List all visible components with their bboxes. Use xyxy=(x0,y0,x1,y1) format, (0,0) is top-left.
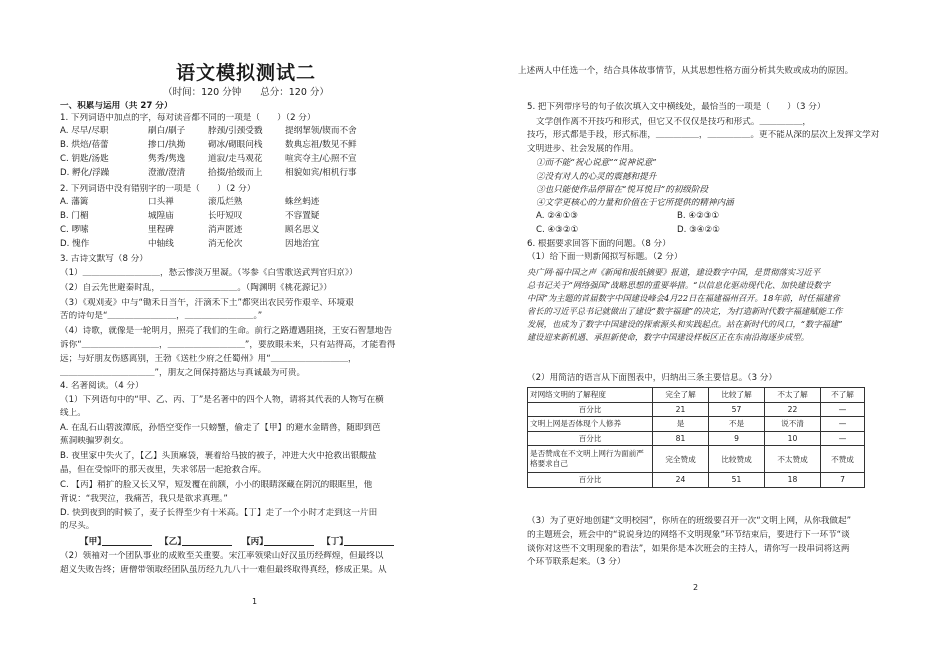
q5-item-2: ②没有对人的心灵的震撼和提升 xyxy=(536,172,657,182)
q4-line-8: 背说：“我哭泣，我痛苦，我只是欲求真理。” xyxy=(60,494,228,504)
page-right: 上述两人中任选一个，结合具体故事情节，从其思想性格方面分析其失败或成功的原因。 5. 把下列带序号的句子依次填入文中横线处，最恰当的一项是（ ）（3 分） 文学创作离不开技巧和形式，但它又不仅仅是技巧和形式。＿＿＿＿＿， 技巧，形式都是手段，形式标准，＿＿＿＿＿，＿＿＿＿＿。更不能从深的层次上发挥文学对 文明进步、社会发展的作用。 ①而不能“祝心说意”“说神说意” ②没有对人的心灵的震撼和提升 ③也只能使作品停留在“悦耳悦目”的初级阶段 ④文学更核心的力量和价值在于它所提供的精神内涵 A. ②④①③ B. ④②③① C. ④③②① D. ③④②① 6. 根据要求回答下面的问题。（8 分） （1）给下面一则新闻拟写标题。（2 分） 央广网·福中国之声《新闻和报纸摘要》报道，建设数字中国，是贯彻落实习近平 总书记关于“网络强国”战略思想的重要举措。“以信息化驱动现代化、加快建设数字 中国”为主题的首届数字中国建设峰会4月22日在福建福州召开。18年前，时任福建省 省长的习近平总书记就做出了建设“数字福建”的决定，为打造新时代数字福建赋能工作 发展，也成为了数字中国建设的探索源头和实践起点。站在新时代的风口，“数字福建” 建设迎来新机遇、承担新使命，数字中国建设样板区正在东南沿海逐步成型。 （2）用简洁的语言从下面图表中，归纳出三条主要信息。（3 分） 对网络文明的了解程度 完全了解 比较了解 不太了解 不了解 百分比 21 57 22 — 文明上网是否体现个人修养 是 不是 说不清 — 百分比 81 9 10 — 是否赞成在不文明上网行为面前严格要求自己 完全赞成 比较赞成 不太赞成 不赞成 百分比 24 51 18 7 （3）为了更好地创建“文明校园”，你所在的班级要召开一次“文明上网，从你我做起” 的主题班会，班会中的“说说身边的网络不文明现象”环节结束后，要进行下一环节“谈 谈你对这些不文明现象的看法”，如果你是本次班会的主持人，请你写一段串词将这两 个环节联系起来。（3 分） 2 xyxy=(527,0,905,663)
q4-line-6: 晶，但在受惊吓的那天夜里，失求邻居一起抢救合库。 xyxy=(60,465,267,475)
q3-line-6: 诉你“＿＿＿＿＿＿＿＿＿，＿＿＿＿＿＿＿＿＿”，要放眼未来，只有站得高，才能看得 xyxy=(60,340,396,350)
table-cell: — xyxy=(821,431,865,446)
q4-line-4: 蕉洞映骗罗刹女。 xyxy=(60,436,129,446)
table-cell: 不赞成 xyxy=(821,446,865,473)
exam-subtitle: （时间：120 分钟 总分：120 分） xyxy=(163,87,329,98)
q5-line-2: 技巧，形式都是手段，形式标准，＿＿＿＿＿，＿＿＿＿＿。更不能从深的层次上发挥文学对 xyxy=(527,130,880,140)
table-row xyxy=(528,388,865,403)
q4-line-5: B. 夜里家中失火了，【乙】头顶麻袋，裹着给马披的被子，冲进大火中抢救出银酸盐 xyxy=(60,451,377,461)
exam-title: 语文模拟测试二 xyxy=(175,62,316,84)
table-cell: 不是 xyxy=(709,417,765,432)
q3-line-5: （4）诗歌，就像是一轮明月，照亮了我们的生命。前行之路遭遇阻挠，王安石智慧地告 xyxy=(60,326,393,336)
q6-sub2: （2）用简洁的语言从下面图表中，归纳出三条主要信息。（3 分） xyxy=(527,373,777,383)
answer-blank-jia[interactable] xyxy=(102,545,152,546)
q2-stem: 2. 下列词语中没有错别字的一项是（ ）（2 分） xyxy=(60,184,256,194)
q6-sub3-line-4: 个环节联系起来。（3 分） xyxy=(527,557,626,567)
q6-sub3-line-1: （3）为了更好地创建“文明校园”，你所在的班级要召开一次“文明上网，从你我做起” xyxy=(527,516,852,526)
table-cell: 24 xyxy=(653,473,709,488)
q3-line-1: （1）＿＿＿＿＿＿＿＿＿，愁云惨淡万里凝。（岑参《白雪歌送武判官归京》） xyxy=(60,268,358,278)
page-number-left: 1 xyxy=(252,597,258,606)
q4-sub2-line-1: （2）领袖对一个团队事业的成败至关重要。宋江率领梁山好汉虽历经辉煌，但最终以 xyxy=(60,551,384,561)
news-line-6: 建设迎来新机遇、承担新使命，数字中国建设样板区正在东南沿海逐步成型。 xyxy=(527,332,810,342)
table-cell: 完全了解 xyxy=(653,388,709,403)
q6-stem: 6. 根据要求回答下面的问题。（8 分） xyxy=(527,239,671,249)
table-cell: 百分比 xyxy=(528,402,653,417)
news-line-3: 中国”为主题的首届数字中国建设峰会4月22日在福建福州召开。18年前，时任福建省 xyxy=(527,293,840,303)
q4-line-9: D. 快到夜到的时候了，麦子长得至少有十米高。【丁】走了一个小时才走到这一片田 xyxy=(60,508,378,518)
table-cell: 完全赞成 xyxy=(653,446,709,473)
table-cell: 不了解 xyxy=(821,388,865,403)
q3-line-3: （3）《观刈麦》中与“锄禾日当午，汗滴禾下土”都突出农民劳作艰辛、环境艰 xyxy=(60,298,354,308)
table-cell: 57 xyxy=(709,402,765,417)
table-cell: 对网络文明的了解程度 xyxy=(528,388,653,403)
table-cell: 10 xyxy=(765,431,821,446)
q3-line-2: （2）自云先世避秦时乱，＿＿＿＿＿＿＿＿＿。（陶渊明《桃花源记》） xyxy=(60,283,332,293)
page-left: 语文模拟测试二 （时间：120 分钟 总分：120 分） 一、积累与运用（共 27 分） 1. 下列词语中加点的字，每对读音都不同的一项是（ ）（2 分） A. 尽早/尽职 刷白/刷子 脖颈/引颈受戮 提纲挈领/锲而不舍 B. 烘焙/蓓蕾 掺口/执拗 砌冰/砌眼问栈 数典忘祖/数见不鲜 C. 钥匙/汤匙 隽秀/隽逸 道寂/走马观花 喧宾夺主/心照不宣 D. 孵化/浮躁 澄澈/澄清 拾掇/拾级而上 相貌如宾/相机行事 2. 下列词语中没有错别字的一项是（ ）（2 分） A. 藩篱 口头禅 滚瓜烂熟 蛛丝蚂迹 B. 门楣 城隍庙 长吁短叹 不容置疑 C. 啰嗦 里程碑 消声匿迹 顾名思义 D. 愧作 中轴线 消无伦次 因地治宜 3. 古诗文默写（8 分） （1）＿＿＿＿＿＿＿＿＿，愁云惨淡万里凝。（岑参《白雪歌送武判官归京》） （2）自云先世避秦时乱，＿＿＿＿＿＿＿＿＿。（陶渊明《桃花源记》） （3）《观刈麦》中与“锄禾日当午，汗滴禾下土”都突出农民劳作艰辛、环境艰 苦的诗句是“＿＿＿＿＿＿＿＿，＿＿＿＿＿＿＿＿。” （4）诗歌，就像是一轮明月，照亮了我们的生命。前行之路遭遇阻挠，王安石智慧地告 诉你“＿＿＿＿＿＿＿＿＿，＿＿＿＿＿＿＿＿＿”，要放眼未来，只有站得高，才能看得 远；与好朋友伤感离别，王勃《送杜少府之任蜀州》用“＿＿＿＿＿＿＿＿＿， ＿＿＿＿＿＿＿＿＿＿＿”，朋友之间保持豁达与真诚最为可贵。 4. 名著阅读。（4 分） （1）下列语句中的“甲、乙、丙、丁”是名著中的四个人物，请将其代表的人物写在横 线上。 A. 在乱石山碧波潭底，孙悟空变作一只螃蟹，偷走了【甲】的避水金睛兽，随即到芭 蕉洞映骗罗刹女。 B. 夜里家中失火了，【乙】头顶麻袋，裹着给马披的被子，冲进大火中抢救出银酸盐 晶，但在受惊吓的那天夜里，失求邻居一起抢救合库。 C. 【丙】稍扩的脸又长又窄，短发覆在前额，小小的眼睛深藏在阴沉的眼眶里，他 背说：“我哭泣，我痛苦，我只是欲求真理。” D. 快到夜到的时候了，麦子长得至少有十米高。【丁】走了一个小时才走到这一片田 的尽头。 【甲】 【乙】 【丙】 【丁】 （2）领袖对一个团队事业的成败至关重要。宋江率领梁山好汉虽历经辉煌，但最终以 超义失败告终；唐僧带领取经团队虽历经九九八十一难但最终取得真经，修成正果。从 1 xyxy=(60,0,432,663)
table-cell: 21 xyxy=(653,402,709,417)
q3-stem: 3. 古诗文默写（8 分） xyxy=(60,254,148,264)
table-cell: 不太赞成 xyxy=(765,446,821,473)
table-cell: 7 xyxy=(821,473,865,488)
table-cell: 81 xyxy=(653,431,709,446)
answer-blank-ding[interactable] xyxy=(344,545,394,546)
q5-item-4: ④文学更核心的力量和价值在于它所提供的精神内涵 xyxy=(536,198,734,208)
table-cell: 百分比 xyxy=(528,431,653,446)
q4-line-10: 的尽头。 xyxy=(60,521,95,531)
table-row xyxy=(528,431,865,446)
q4-line-1: （1）下列语句中的“甲、乙、丙、丁”是名著中的四个人物，请将其代表的人物写在横 xyxy=(60,395,384,405)
table-cell: 比较了解 xyxy=(709,388,765,403)
table-cell: 不太了解 xyxy=(765,388,821,403)
section-heading: 一、积累与运用（共 27 分） xyxy=(60,101,173,111)
table-cell: — xyxy=(821,402,865,417)
table-row xyxy=(528,473,865,488)
q5-line-1: 文学创作离不开技巧和形式，但它又不仅仅是技巧和形式。＿＿＿＿＿， xyxy=(536,117,812,127)
continued-question-line: 上述两人中任选一个，结合具体故事情节，从其思想性格方面分析其失败或成功的原因。 xyxy=(518,66,854,76)
table-row xyxy=(528,446,865,473)
table-cell: 文明上网是否体现个人修养 xyxy=(528,417,653,432)
table-cell: 说不清 xyxy=(765,417,821,432)
q5-stem: 5. 把下列带序号的句子依次填入文中横线处，最恰当的一项是（ ）（3 分） xyxy=(527,102,826,112)
table-cell: 9 xyxy=(709,431,765,446)
news-line-5: 发展，也成为了数字中国建设的探索源头和实践起点。站在新时代的风口，“数字福建” xyxy=(527,319,843,329)
table-cell: 22 xyxy=(765,402,821,417)
q6-sub3-line-3: 谈你对这些不文明现象的看法”，如果你是本次班会的主持人，请你写一段串词将这两 xyxy=(527,544,850,554)
page-number-right: 2 xyxy=(693,583,699,592)
table-cell: 51 xyxy=(709,473,765,488)
table-cell: 比较赞成 xyxy=(709,446,765,473)
table-cell: 百分比 xyxy=(528,473,653,488)
q3-line-8: ＿＿＿＿＿＿＿＿＿＿＿”，朋友之间保持豁达与真诚最为可贵。 xyxy=(60,368,306,378)
q1-stem: 1. 下列词语中加点的字，每对读音都不同的一项是（ ）（2 分） xyxy=(60,113,316,123)
answer-blank-bing[interactable] xyxy=(264,545,314,546)
news-line-4: 省长的习近平总书记就做出了建设“数字福建”的决定，为打造新时代数字福建赋能工作 xyxy=(527,306,843,316)
survey-table xyxy=(527,387,865,488)
q5-line-3: 文明进步、社会发展的作用。 xyxy=(527,144,639,154)
news-line-2: 总书记关于“网络强国”战略思想的重要举措。“以信息化驱动现代化、加快建设数字 xyxy=(527,280,831,290)
table-cell: 是 xyxy=(653,417,709,432)
q5-item-3: ③也只能使作品停留在“悦耳悦目”的初级阶段 xyxy=(536,185,709,195)
q4-line-3: A. 在乱石山碧波潭底，孙悟空变作一只螃蟹，偷走了【甲】的避水金睛兽，随即到芭 xyxy=(60,423,381,433)
table-cell: 是否赞成在不文明上网行为面前严格要求自己 xyxy=(528,446,653,473)
answer-blank-yi[interactable] xyxy=(182,545,232,546)
table-row xyxy=(528,402,865,417)
q4-stem: 4. 名著阅读。（4 分） xyxy=(60,381,144,391)
table-cell: — xyxy=(821,417,865,432)
q4-line-7: C. 【丙】稍扩的脸又长又窄，短发覆在前额，小小的眼睛深藏在阴沉的眼眶里，他 xyxy=(60,480,373,490)
q3-line-7: 远；与好朋友伤感离别，王勃《送杜少府之任蜀州》用“＿＿＿＿＿＿＿＿＿， xyxy=(60,354,357,364)
q4-line-2: 线上。 xyxy=(60,408,86,418)
table-cell: 18 xyxy=(765,473,821,488)
q6-sub3-line-2: 的主题班会，班会中的“说说身边的网络不文明现象”环节结束后，要进行下一环节“谈 xyxy=(527,530,850,540)
q5-item-1: ①而不能“祝心说意”“说神说意” xyxy=(536,158,657,168)
table-row xyxy=(528,417,865,432)
q6-sub1: （1）给下面一则新闻拟写标题。（2 分） xyxy=(527,252,683,262)
q4-sub2-line-2: 超义失败告终；唐僧带领取经团队虽历经九九八十一难但最终取得真经，修成正果。从 xyxy=(60,565,387,575)
news-line-1: 央广网·福中国之声《新闻和报纸摘要》报道，建设数字中国，是贯彻落实习近平 xyxy=(527,267,821,277)
q3-line-4: 苦的诗句是“＿＿＿＿＿＿＿＿，＿＿＿＿＿＿＿＿。” xyxy=(60,311,263,321)
